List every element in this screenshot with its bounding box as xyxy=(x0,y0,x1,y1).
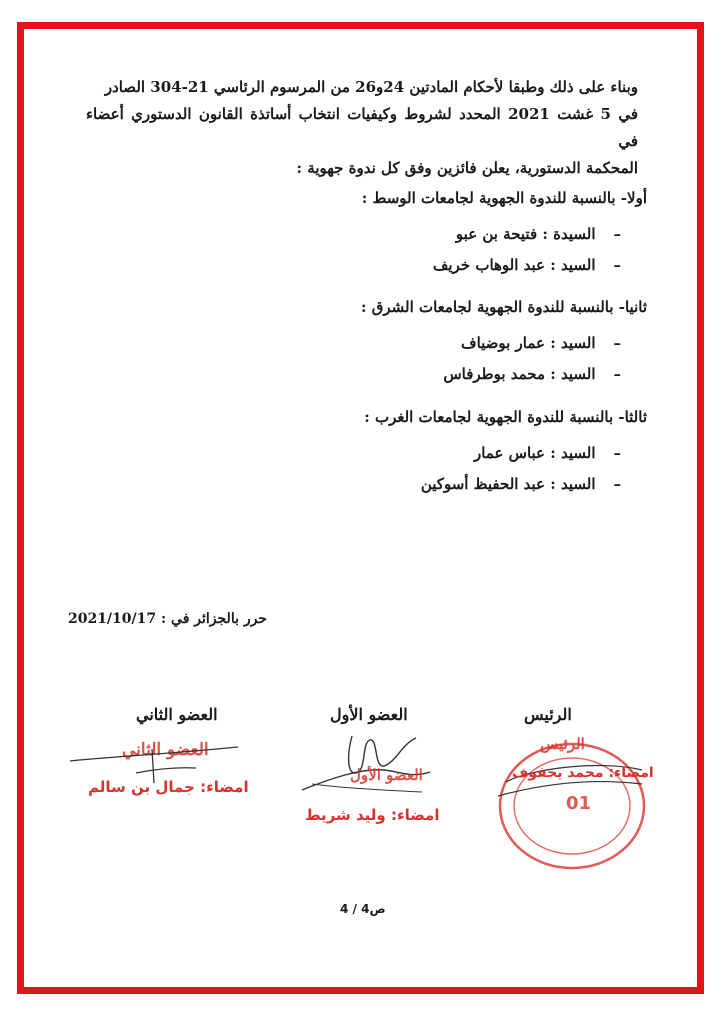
first-member-title: العضو الأول xyxy=(330,705,408,724)
member-item xyxy=(433,256,621,274)
page-number: ص4 / 4 xyxy=(340,902,386,916)
paragraph-line: في 5 غشت 2021 المحدد لشروط وكيفيات انتخاب أساتذة القانون الدستوري أعضاء في xyxy=(86,105,638,150)
member-name: السيد : عبد الوهاب خريف xyxy=(432,256,596,274)
member-name: السيد : عباس عمار xyxy=(473,444,596,462)
member-item xyxy=(474,444,621,462)
section-title-east: ثانيا- بالنسبة للندوة الجهوية لجامعات الشرق : xyxy=(360,298,647,316)
president-signed-by: امضاء: محمد يحفوف xyxy=(512,765,654,781)
section-title-west: ثالثا- بالنسبة للندوة الجهوية لجامعات الغرب : xyxy=(364,408,647,426)
list-marker: – xyxy=(613,365,621,383)
member-name: السيد : محمد بوطرفاس xyxy=(443,365,596,383)
list-marker: – xyxy=(613,225,621,243)
member-name: السيدة : فتيحة بن عبو xyxy=(455,225,596,243)
president-stamp-title: الرئيس xyxy=(540,735,585,753)
list-marker: – xyxy=(613,475,621,493)
president-title: الرئيس xyxy=(524,705,572,724)
intro-paragraph xyxy=(86,74,638,182)
paragraph-line: وبناء على ذلك وطبقا لأحكام المادتين 24و26 من المرسوم الرئاسي 21-304 الصادر xyxy=(104,78,638,96)
first-member-signed-by: امضاء: وليد شريط xyxy=(305,806,440,824)
member-item xyxy=(421,475,621,493)
dateline: حرر بالجزائر في : 2021/10/17 xyxy=(67,611,267,627)
second-member-title: العضو الثاني xyxy=(136,705,218,724)
list-marker: – xyxy=(613,334,621,352)
member-name: السيد : عبد الحفيظ أسوكين xyxy=(420,475,596,493)
list-marker: – xyxy=(613,444,621,462)
section-title-center: أولا- بالنسبة للندوة الجهوية لجامعات الوسط : xyxy=(361,189,647,207)
member-item xyxy=(456,225,621,243)
paragraph-line: المحكمة الدستورية، يعلن فائزين وفق كل ندوة جهوية : xyxy=(296,159,638,177)
second-member-signed-by: امضاء: جمال بن سالم xyxy=(88,778,249,796)
member-name: السيد : عمار بوضياف xyxy=(461,334,596,352)
stamp-number: 01 xyxy=(566,793,592,814)
first-member-stamp-title: العضو الأول xyxy=(350,766,423,784)
first-member-signature-icon xyxy=(292,728,442,800)
member-item xyxy=(443,365,621,383)
list-marker: – xyxy=(613,256,621,274)
second-member-stamp-title: العضو الثاني xyxy=(122,740,209,760)
member-item xyxy=(461,334,621,352)
